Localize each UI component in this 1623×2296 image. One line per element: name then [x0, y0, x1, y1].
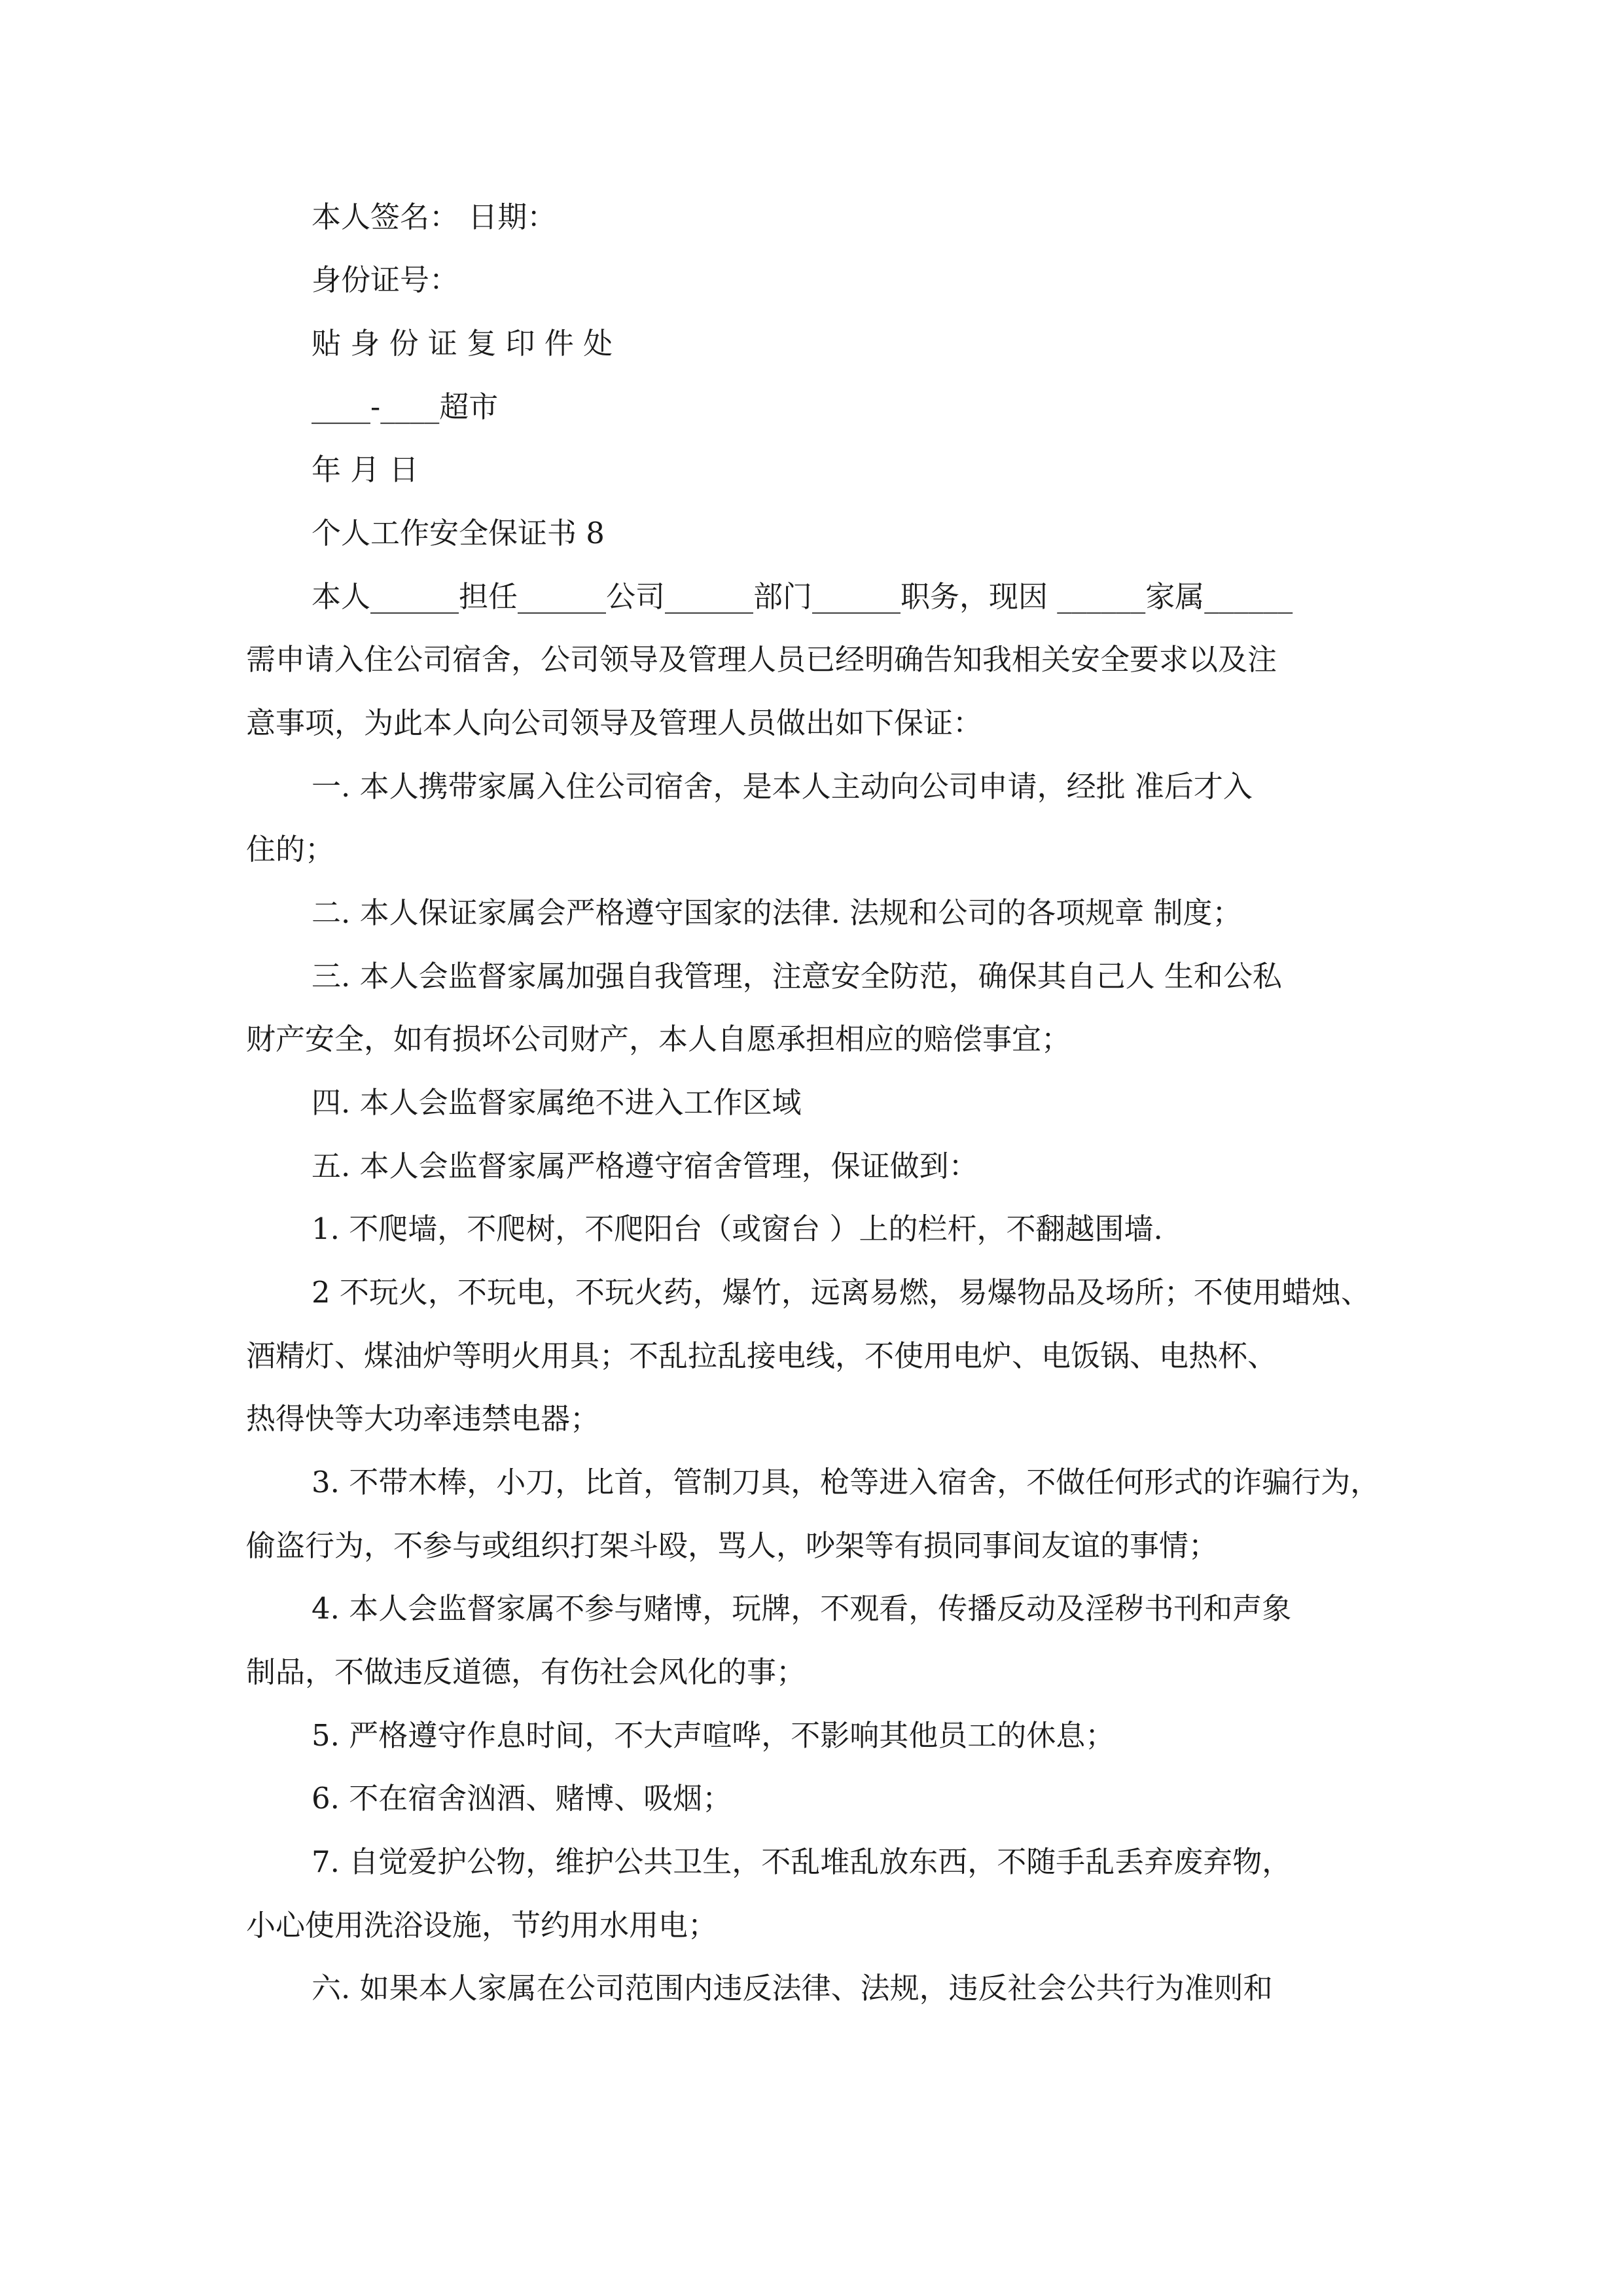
item-4-line: 四. 本人会监督家属绝不进入工作区域 — [312, 1085, 802, 1120]
rule-2-line: 2 不玩火，不玩电，不玩火药，爆竹，远离易燃，易爆物品及场所；不使用蜡烛、 — [312, 1275, 1370, 1310]
rule-7-line: 小心使用洗浴设施，节约用水用电； — [246, 1908, 718, 1943]
rule-5-line: 5. 严格遵守作息时间，不大声喧哗，不影响其他员工的休息； — [312, 1718, 1115, 1753]
intro-paragraph-line: 需申请入住公司宿舍，公司领导及管理人员已经明确告知我相关安全要求以及注 — [246, 642, 1277, 677]
item-3-line: 三. 本人会监督家属加强自我管理，注意安全防范，确保其自己人 生和公私 — [312, 959, 1282, 994]
rule-2-line: 酒精灯、煤油炉等明火用具；不乱拉乱接电线，不使用电炉、电饭锅、电热杯、 — [246, 1338, 1277, 1373]
item-3-line: 财产安全，如有损坏公司财产，本人自愿承担相应的赔偿事宜； — [246, 1022, 1071, 1056]
rule-6-line: 6. 不在宿舍汹酒、赌博、吸烟； — [312, 1781, 732, 1816]
item-6-line: 六. 如果本人家属在公司范围内违反法律、法规，违反社会公共行为准则和 — [312, 1971, 1273, 2005]
item-1-line: 住的； — [246, 832, 335, 867]
intro-paragraph-line: 意事项，为此本人向公司领导及管理人员做出如下保证： — [246, 706, 983, 740]
rule-4-line: 制品，不做违反道德，有伤社会风化的事； — [246, 1655, 806, 1689]
rule-1-line: 1. 不爬墙，不爬树，不爬阳台（或窗台 ）上的栏杆，不翻越围墙. — [312, 1211, 1163, 1246]
rule-4-line: 4. 本人会监督家属不参与赌博，玩牌，不观看，传播反动及淫秽书刊和声象 — [312, 1591, 1292, 1626]
intro-paragraph-line: 本人______担任______公司______部门______职务，现因 ______家属______ — [312, 579, 1293, 614]
rule-3-line: 偷盗行为，不参与或组织打架斗殴，骂人，吵架等有损同事间友谊的事情； — [246, 1528, 1219, 1563]
rule-7-line: 7. 自觉爱护公物，维护公共卫生，不乱堆乱放东西，不随手乱丢弃废弃物， — [312, 1844, 1292, 1879]
rule-2-line: 热得快等大功率违禁电器； — [246, 1401, 600, 1436]
rule-3-line: 3. 不带木棒，小刀，比首，管制刀具，枪等进入宿舍，不做任何形式的诈骗行为， — [312, 1465, 1380, 1499]
date-line: 年 月 日 — [312, 452, 419, 487]
section-title: 个人工作安全保证书 8 — [312, 516, 605, 550]
item-2-line: 二. 本人保证家属会严格遵守国家的法律. 法规和公司的各项规章 制度； — [312, 895, 1242, 930]
signature-date-line: 本人签名： 日期： — [312, 200, 557, 234]
id-copy-placeholder: 贴 身 份 证 复 印 件 处 — [312, 326, 613, 361]
item-5-line: 五. 本人会监督家属严格遵守宿舍管理，保证做到： — [312, 1149, 978, 1183]
item-1-line: 一. 本人携带家属入住公司宿舍，是本人主动向公司申请，经批 准后才入 — [312, 769, 1253, 804]
supermarket-line: ____-____超市 — [312, 389, 499, 424]
id-number-label: 身份证号： — [312, 262, 459, 297]
